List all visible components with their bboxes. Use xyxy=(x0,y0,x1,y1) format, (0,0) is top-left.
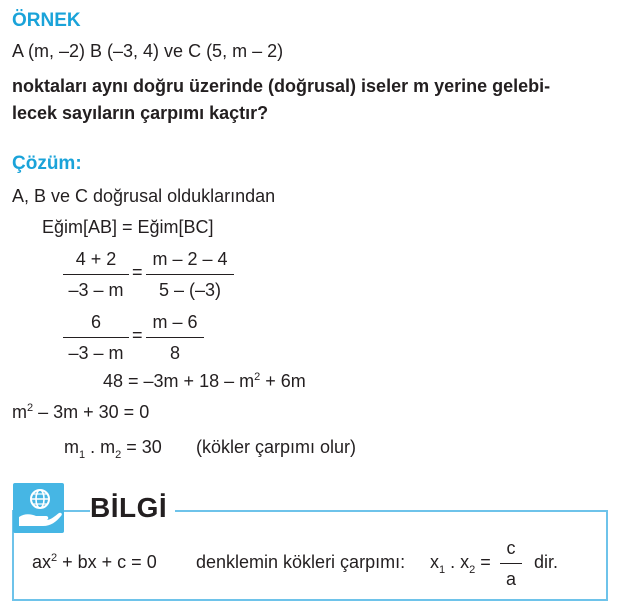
info-fraction-denominator: a xyxy=(505,569,516,590)
quadratic-equation xyxy=(12,402,149,423)
info-product xyxy=(430,552,491,576)
question-line-2: lecek sayıların çarpımı kaçtır? xyxy=(12,103,269,123)
roots-product xyxy=(64,437,162,461)
info-suffix: dir. xyxy=(534,552,559,572)
info-sub-1: 1 xyxy=(439,564,446,576)
fraction-4-numerator: m – 6 xyxy=(152,312,198,332)
fraction-1-denominator: –3 – m xyxy=(68,280,124,301)
quadratic-m: m xyxy=(12,402,27,422)
quadratic-rest: – 3m + 30 = 0 xyxy=(33,402,150,422)
fraction-1-numerator: 4 + 2 xyxy=(75,249,117,269)
roots-sub-1: 1 xyxy=(79,449,86,461)
expanded-equation xyxy=(103,371,306,392)
info-equation xyxy=(32,552,157,573)
expanded-exponent: 2 xyxy=(254,371,261,383)
fraction-2-numerator: m – 2 – 4 xyxy=(152,249,228,269)
info-description: denklemin kökleri çarpımı: xyxy=(196,552,406,572)
fraction-2-denominator: 5 – (–3) xyxy=(158,280,222,301)
equals-sign-1: = xyxy=(132,262,143,282)
info-eq-ax: ax xyxy=(32,552,52,572)
expanded-rhs: + 6m xyxy=(260,371,306,391)
info-eq-exponent: 2 xyxy=(51,552,58,564)
slope-equation: Eğim[AB] = Eğim[BC] xyxy=(42,217,214,237)
solution-heading: Çözüm: xyxy=(12,153,82,174)
fraction-3 xyxy=(63,312,129,364)
fraction-1 xyxy=(63,249,129,301)
points-line: A (m, –2) B (–3, 4) ve C (5, m – 2) xyxy=(12,41,284,61)
fraction-3-denominator: –3 – m xyxy=(68,343,124,364)
info-equals: = xyxy=(475,552,491,572)
fraction-3-numerator: 6 xyxy=(90,312,101,332)
info-icon-box xyxy=(13,483,64,533)
info-fraction-numerator: c xyxy=(506,538,516,558)
expanded-lhs: 48 = –3m + 18 – m xyxy=(103,371,255,391)
roots-sub-2: 2 xyxy=(115,449,122,461)
globe-in-hand-icon xyxy=(13,483,64,533)
info-dot-x: . x xyxy=(445,552,470,572)
quadratic-exponent: 2 xyxy=(27,402,34,414)
example-heading: ÖRNEK xyxy=(12,10,81,31)
info-x: x xyxy=(430,552,439,572)
question-line-1: noktaları aynı doğru üzerinde (doğrusal) iseler m yerine gelebi- xyxy=(12,76,551,96)
info-title: BİLGİ xyxy=(90,492,175,524)
fraction-2 xyxy=(146,249,234,301)
roots-equals: = 30 xyxy=(121,437,162,457)
roots-note: (kökler çarpımı olur) xyxy=(196,437,357,457)
info-fraction xyxy=(500,538,522,590)
roots-m1: m xyxy=(64,437,79,457)
info-title-rule xyxy=(178,510,608,512)
solution-intro: A, B ve C doğrusal olduklarından xyxy=(12,186,276,206)
info-eq-rest: + bx + c = 0 xyxy=(57,552,157,572)
roots-dot: . m xyxy=(85,437,116,457)
fraction-4 xyxy=(146,312,204,364)
info-sub-2: 2 xyxy=(469,564,476,576)
equals-sign-2: = xyxy=(132,325,143,345)
fraction-4-denominator: 8 xyxy=(169,343,180,364)
